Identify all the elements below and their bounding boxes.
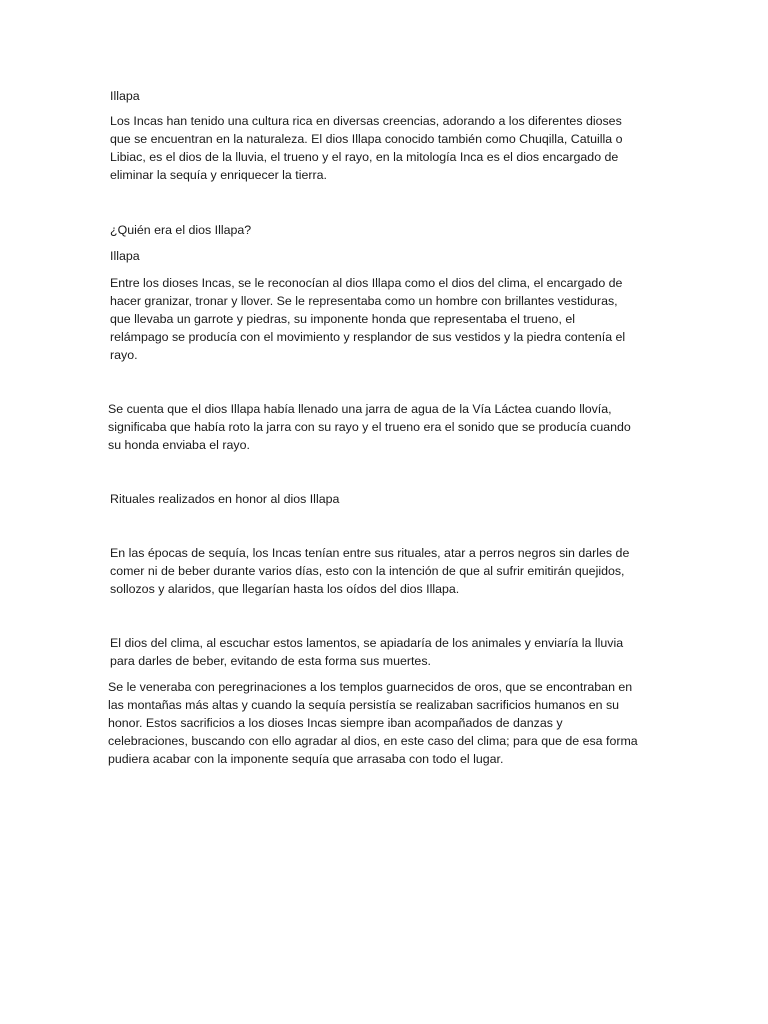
paragraph-3-line: Se cuenta que el dios Illapa había llenado una jarra de agua de la Vía Láctea cuando llovía,: [108, 402, 612, 416]
paragraph-1-line: Libiac, es el dios de la lluvia, el trueno y el rayo, en la mitología Inca es el dios encargado de: [110, 150, 619, 164]
paragraph-3-line: significaba que había roto la jarra con su rayo y el trueno era el sonido que se producía cuando: [108, 420, 631, 434]
paragraph-6-line: honor. Estos sacrificios a los dioses Incas siempre iban acompañados de danzas y: [108, 716, 563, 730]
paragraph-3-line: su honda enviaba el rayo.: [108, 438, 250, 452]
paragraph-5-line: para darles de beber, evitando de esta forma sus muertes.: [110, 654, 431, 668]
paragraph-1-line: eliminar la sequía y enriquecer la tierra.: [110, 168, 327, 182]
paragraph-6-line: celebraciones, buscando con ello agradar al dios, en este caso del clima; para que de esa forma: [108, 734, 638, 748]
paragraph-5-line: El dios del clima, al escuchar estos lamentos, se apiadaría de los animales y enviaría la lluvia: [110, 636, 624, 650]
document-title: Illapa: [110, 89, 140, 103]
paragraph-6-line: pudiera acabar con la imponente sequía que arrasaba con todo el lugar.: [108, 752, 504, 766]
paragraph-4-line: En las épocas de sequía, los Incas tenían entre sus rituales, atar a perros negros sin darles de: [110, 546, 630, 560]
paragraph-6-line: las montañas más altas y cuando la sequía persistía se realizaban sacrificios humanos en su: [108, 698, 620, 712]
paragraph-4-line: comer ni de beber durante varios días, esto con la intención de que al sufrir emitirán quejidos,: [110, 564, 625, 578]
question-heading: ¿Quién era el dios Illapa?: [110, 223, 252, 237]
paragraph-6-line: Se le veneraba con peregrinaciones a los templos guarnecidos de oros, que se encontraban en: [108, 680, 633, 694]
subheading: Illapa: [110, 249, 140, 263]
rituals-heading: Rituales realizados en honor al dios Illapa: [110, 492, 340, 506]
paragraph-2-line: Entre los dioses Incas, se le reconocían al dios Illapa como el dios del clima, el encargado de: [110, 276, 623, 290]
paragraph-2-line: relámpago se producía con el movimiento y resplandor de sus vestidos y la piedra contenía el: [110, 330, 626, 344]
paragraph-2-line: rayo.: [110, 348, 138, 362]
paragraph-4-line: sollozos y alaridos, que llegarían hasta los oídos del dios Illapa.: [110, 582, 460, 596]
paragraph-2-line: hacer granizar, tronar y llover. Se le representaba como un hombre con brillantes vestiduras,: [110, 294, 618, 308]
paragraph-1-line: Los Incas han tenido una cultura rica en diversas creencias, adorando a los diferentes dioses: [110, 114, 622, 128]
paragraph-1-line: que se encuentran en la naturaleza. El dios Illapa conocido también como Chuqilla, Catuilla o: [110, 132, 623, 146]
paragraph-2-line: que llevaba un garrote y piedras, su imponente honda que representaba el trueno, el: [110, 312, 575, 326]
